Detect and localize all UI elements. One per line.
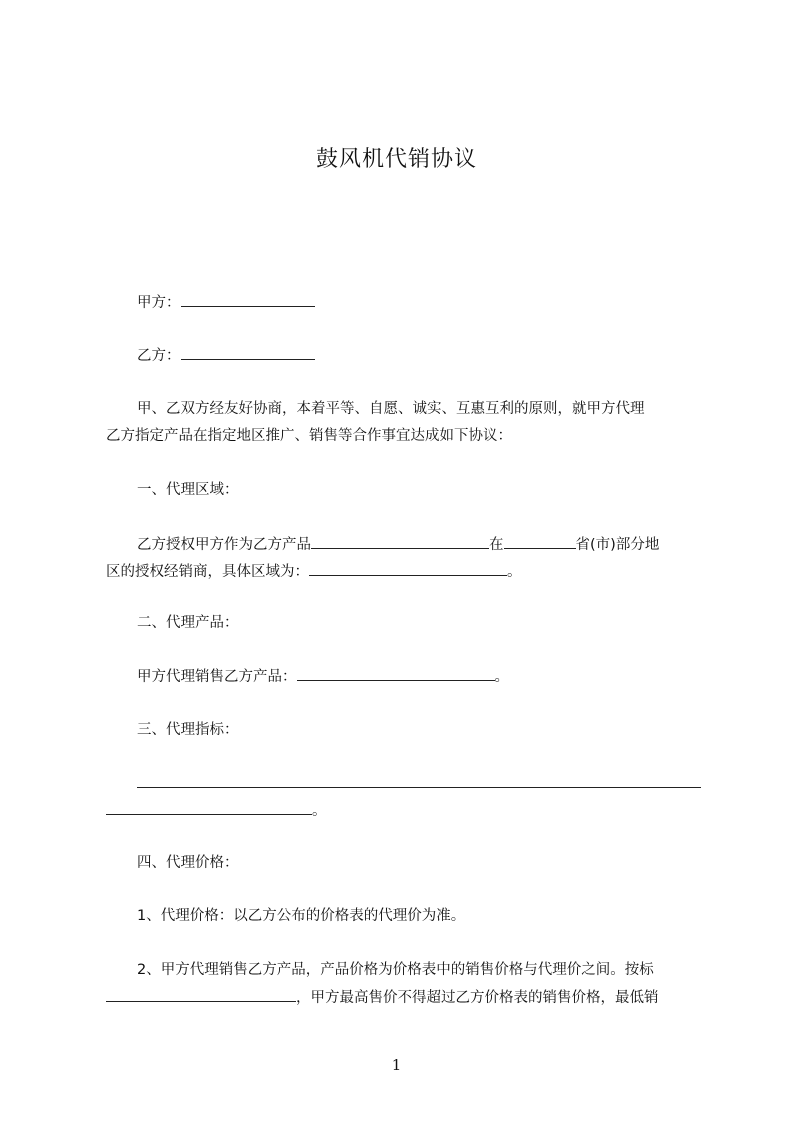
page-title: 鼓风机代销协议 [315,147,477,172]
product-blank [311,534,489,549]
item-2-line-2 [106,987,659,1008]
period: 。 [494,669,509,685]
section-4-heading: 四、代理价格： [137,855,239,871]
intro-line-1: 甲、乙双方经友好协商，本着平等、自愿、诚实、互惠互利的原则，就甲方代理 [137,401,645,417]
section-1-text-a: 乙方授权甲方作为乙方产品 [137,537,311,553]
section-2-line [137,666,509,687]
period: 。 [312,803,327,819]
section-1-text-d: 区的授权经销商，具体区域为： [106,564,309,580]
section-3-heading: 三、代理指标： [137,722,239,738]
section-2-text: 甲方代理销售乙方产品： [137,669,297,685]
period: 。 [507,564,522,580]
party-a-blank [181,292,315,307]
section-3-line-2 [106,800,327,821]
section-1-line-2 [106,561,522,582]
section-1-text-b: 在 [489,537,504,553]
party-a-label: 甲方： [137,295,181,311]
section-1-heading: 一、代理区域： [137,482,239,498]
province-blank [504,534,576,549]
party-a-line [137,292,315,313]
page-number: 1 [391,1056,402,1074]
section-2-heading: 二、代理产品： [137,615,239,631]
section-3-line-1 [137,773,701,794]
party-b-label: 乙方： [137,348,181,364]
item-1: 1、代理价格：以乙方公布的价格表的代理价为准。 [137,908,466,924]
section-1-text-c: 省(市)部分地 [575,537,660,553]
item-2-line-1: 2、甲方代理销售乙方产品，产品价格为价格表中的销售价格与代理价之间。按标 [137,962,654,978]
intro-line-2: 乙方指定产品在指定地区推广、销售等合作事宜达成如下协议： [106,428,512,444]
target-blank-2 [106,800,312,815]
product-name-blank [297,666,495,681]
standard-blank [106,987,296,1002]
item-2-text: ，甲方最高售价不得超过乙方价格表的销售价格，最低销 [296,990,659,1006]
party-b-blank [181,345,315,360]
region-blank [309,561,507,576]
party-b-line [137,345,315,366]
target-blank-1 [137,773,701,788]
section-1-line-1 [137,534,659,555]
